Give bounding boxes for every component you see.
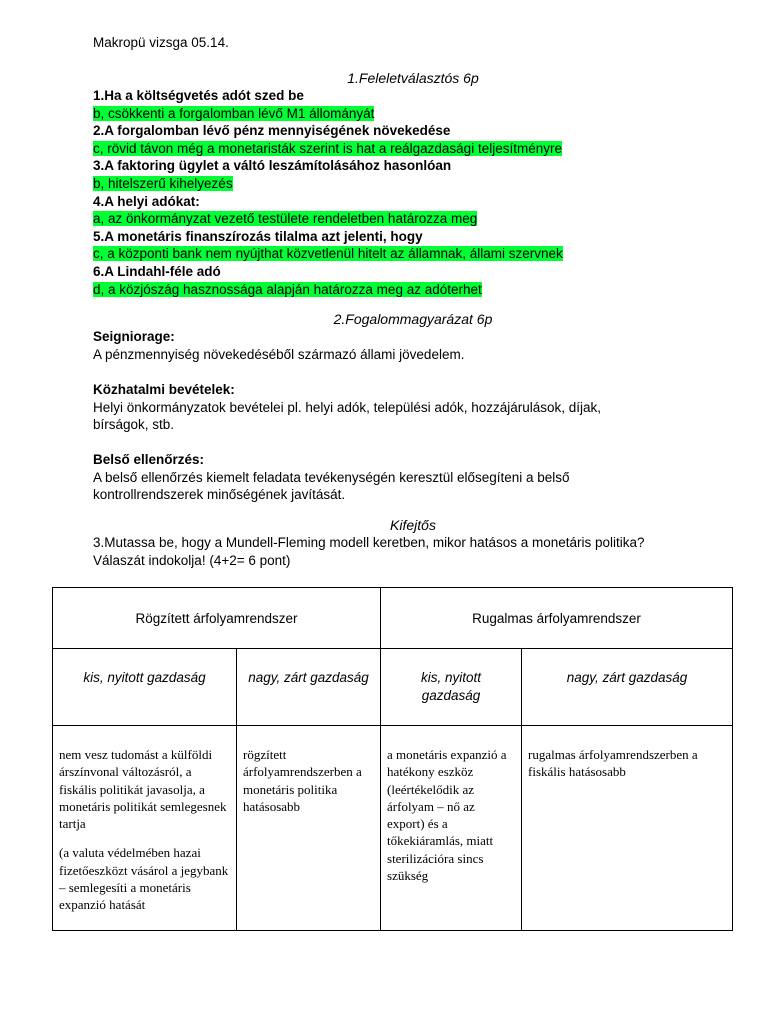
term-label: Közhatalmi bevételek:	[93, 381, 235, 397]
definition-line: kontrollrendszerek minőségének javítását.	[93, 487, 346, 503]
question-text: 2.A forgalomban lévő pénz mennyiségének növekedése	[93, 123, 451, 139]
answer-text: d, a közjószág hasznossága alapján határozza meg az adóterhet	[93, 281, 482, 297]
definition-internal-audit	[93, 451, 733, 504]
section-title-essay: Kifejtős	[390, 517, 436, 534]
cell-fixed-large-closed	[237, 726, 381, 931]
cell-paragraph: rögzített árfolyamrendszerben a monetáris politika hatásosabb	[243, 747, 362, 814]
definition-line: A belső ellenőrzés kiemelt feladata tevékenységén keresztül elősegíteni a belső	[93, 469, 570, 485]
answer-text: c, a központi bank nem nyújthat közvetlenül hitelt az államnak, állami szervnek	[93, 246, 563, 262]
section-title-definitions: 2.Fogalommagyarázat 6p	[333, 311, 493, 328]
definition-line: Helyi önkormányzatok bevételei pl. helyi adók, települési adók, hozzájárulások, díjak,	[93, 399, 602, 415]
subheader-large-closed: nagy, zárt gazdaság	[237, 649, 381, 726]
cell-paragraph: (a valuta védelmében hazai fizetőeszközt vásárol a jegybank – semlegesíti a monetáris expanzió hatását	[59, 845, 229, 913]
question-text: 6.A Lindahl-féle adó	[93, 263, 221, 279]
section-title-multiple-choice: 1.Feleletválasztós 6p	[347, 70, 479, 86]
definition-seigniorage	[93, 328, 733, 363]
definition-line: A pénzmennyiség növekedéséből származó állami jövedelem.	[93, 346, 465, 362]
document-page	[93, 34, 733, 569]
definition-public-revenue	[93, 381, 733, 434]
cell-fixed-small-open	[53, 726, 237, 931]
definition-line: bírságok, stb.	[93, 417, 175, 433]
answer-text: c, rövid távon még a monetaristák szerint is hat a reálgazdasági teljesítményre	[93, 140, 562, 156]
question-1	[93, 87, 733, 122]
subheader-large-closed: nagy, zárt gazdaság	[522, 649, 733, 726]
cell-flexible-small-open	[381, 726, 522, 931]
header-flexible-exchange: Rugalmas árfolyamrendszer	[381, 588, 733, 649]
cell-paragraph: nem vesz tudomást a külföldi árszínvonal változásról, a fiskális politikát javasolja, a monetáris politikát semlegesnek tartja	[59, 747, 227, 832]
document-title: Makropü vizsga 05.14.	[93, 35, 229, 50]
essay-task-line: Válaszát indokolja! (4+2= 6 pont)	[93, 552, 291, 568]
question-text: 1.Ha a költségvetés adót szed be	[93, 88, 304, 103]
answer-text: b, csökkenti a forgalomban lévő M1 állományát	[93, 105, 375, 121]
question-text: 4.A helyi adókat:	[93, 193, 200, 209]
mundell-fleming-table	[52, 587, 733, 931]
term-label: Belső ellenőrzés:	[93, 452, 205, 468]
question-6	[93, 263, 733, 298]
answer-text: b, hitelszerű kihelyezés	[93, 175, 233, 191]
cell-flexible-large-closed	[522, 726, 733, 931]
cell-paragraph: rugalmas árfolyamrendszerben a fiskális hatásosabb	[528, 747, 698, 780]
subheader-small-open: kis, nyitott gazdaság	[53, 649, 237, 726]
question-3	[93, 157, 733, 192]
cell-paragraph: a monetáris expanzió a hatékony eszköz (leértékelődik az árfolyam – nő az export) és a tőkekiáramlás, miatt sterilizációra sincs szükség	[387, 747, 507, 884]
question-4	[93, 193, 733, 228]
question-text: 5.A monetáris finanszírozás tilalma azt jelenti, hogy	[93, 228, 423, 244]
header-fixed-exchange: Rögzített árfolyamrendszer	[53, 588, 381, 649]
question-5	[93, 228, 733, 263]
question-text: 3.A faktoring ügylet a váltó leszámítolásához hasonlóan	[93, 158, 452, 174]
essay-task-line: 3.Mutassa be, hogy a Mundell-Fleming modell keretben, mikor hatásos a monetáris politika?	[93, 535, 645, 551]
subheader-small-open: kis, nyitott gazdaság	[381, 649, 522, 726]
term-label: Seigniorage:	[93, 329, 175, 345]
answer-text: a, az önkormányzat vezető testülete rendeletben határozza meg	[93, 211, 478, 227]
question-2	[93, 122, 733, 157]
